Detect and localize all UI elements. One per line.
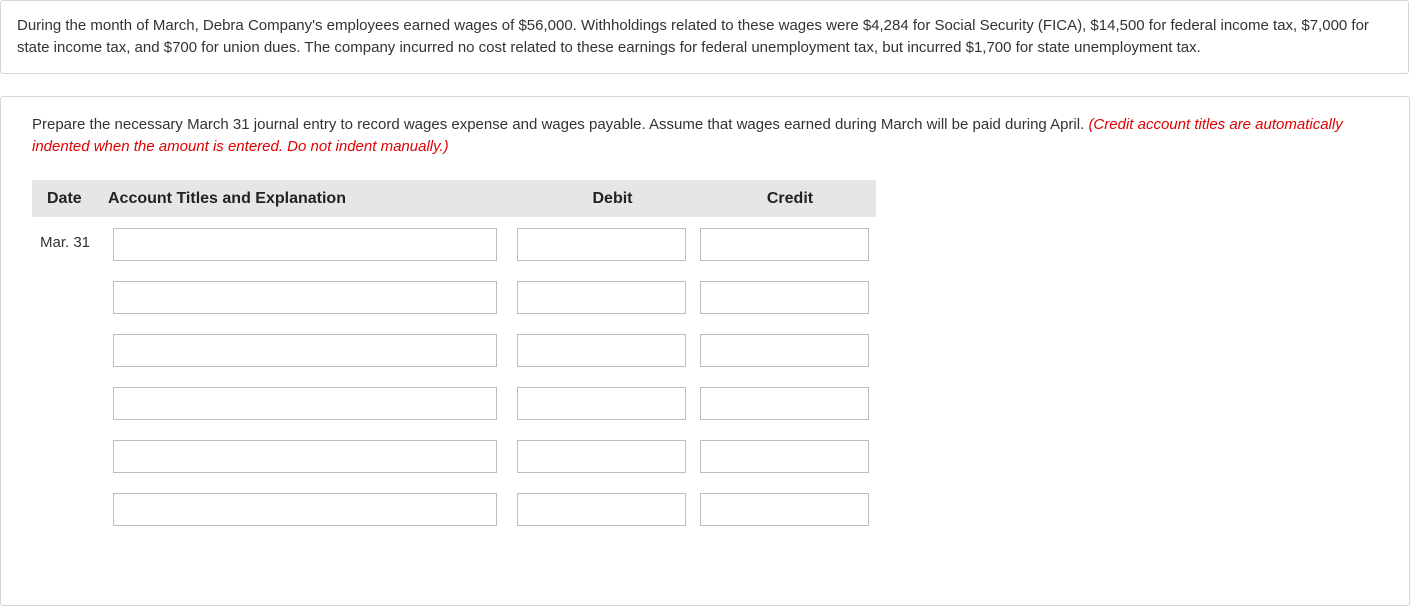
debit-input[interactable] (517, 228, 686, 261)
header-account-titles: Account Titles and Explanation (108, 189, 346, 207)
question-instructions (32, 114, 1382, 158)
row-date: Mar. 31 (40, 234, 91, 251)
debit-input[interactable] (517, 493, 686, 526)
account-title-input[interactable] (113, 281, 497, 314)
journal-row (32, 228, 876, 261)
question-panel (0, 96, 1410, 606)
debit-input[interactable] (517, 440, 686, 473)
credit-input[interactable] (700, 440, 869, 473)
account-title-input[interactable] (113, 440, 497, 473)
journal-row (32, 387, 876, 420)
instruction-text: Prepare the necessary March 31 journal entry to record wages expense and wages payable. Assume that wages earned during March will be paid during April. (32, 116, 1085, 133)
credit-input[interactable] (700, 281, 869, 314)
credit-input[interactable] (700, 387, 869, 420)
journal-row (32, 493, 876, 526)
header-debit: Debit (592, 189, 633, 207)
credit-input[interactable] (700, 493, 869, 526)
journal-header-row (32, 180, 876, 217)
problem-text: During the month of March, Debra Company's employees earned wages of $56,000. Withholdings related to these wages were $4,284 for Social Security (FICA), $14,500 for federal income tax, $7,000 for state income tax, and $700 for union dues. The company incurred no cost related to these earnings for federal unemployment tax, but incurred $1,700 for state unemployment tax. (17, 17, 1369, 56)
account-title-input[interactable] (113, 493, 497, 526)
account-title-input[interactable] (113, 387, 497, 420)
instruction-note: (Credit account titles are automatically indented when the amount is entered. Do not indent manually.) (32, 116, 1343, 155)
credit-input[interactable] (700, 334, 869, 367)
problem-statement-panel (0, 0, 1409, 74)
journal-row (32, 334, 876, 367)
credit-input[interactable] (700, 228, 869, 261)
debit-input[interactable] (517, 334, 686, 367)
header-date: Date (47, 189, 82, 207)
debit-input[interactable] (517, 281, 686, 314)
journal-entry-table (32, 180, 876, 251)
account-title-input[interactable] (113, 334, 497, 367)
journal-row (32, 281, 876, 314)
account-title-input[interactable] (113, 228, 497, 261)
journal-row (32, 440, 876, 473)
header-credit: Credit (766, 189, 814, 207)
debit-input[interactable] (517, 387, 686, 420)
